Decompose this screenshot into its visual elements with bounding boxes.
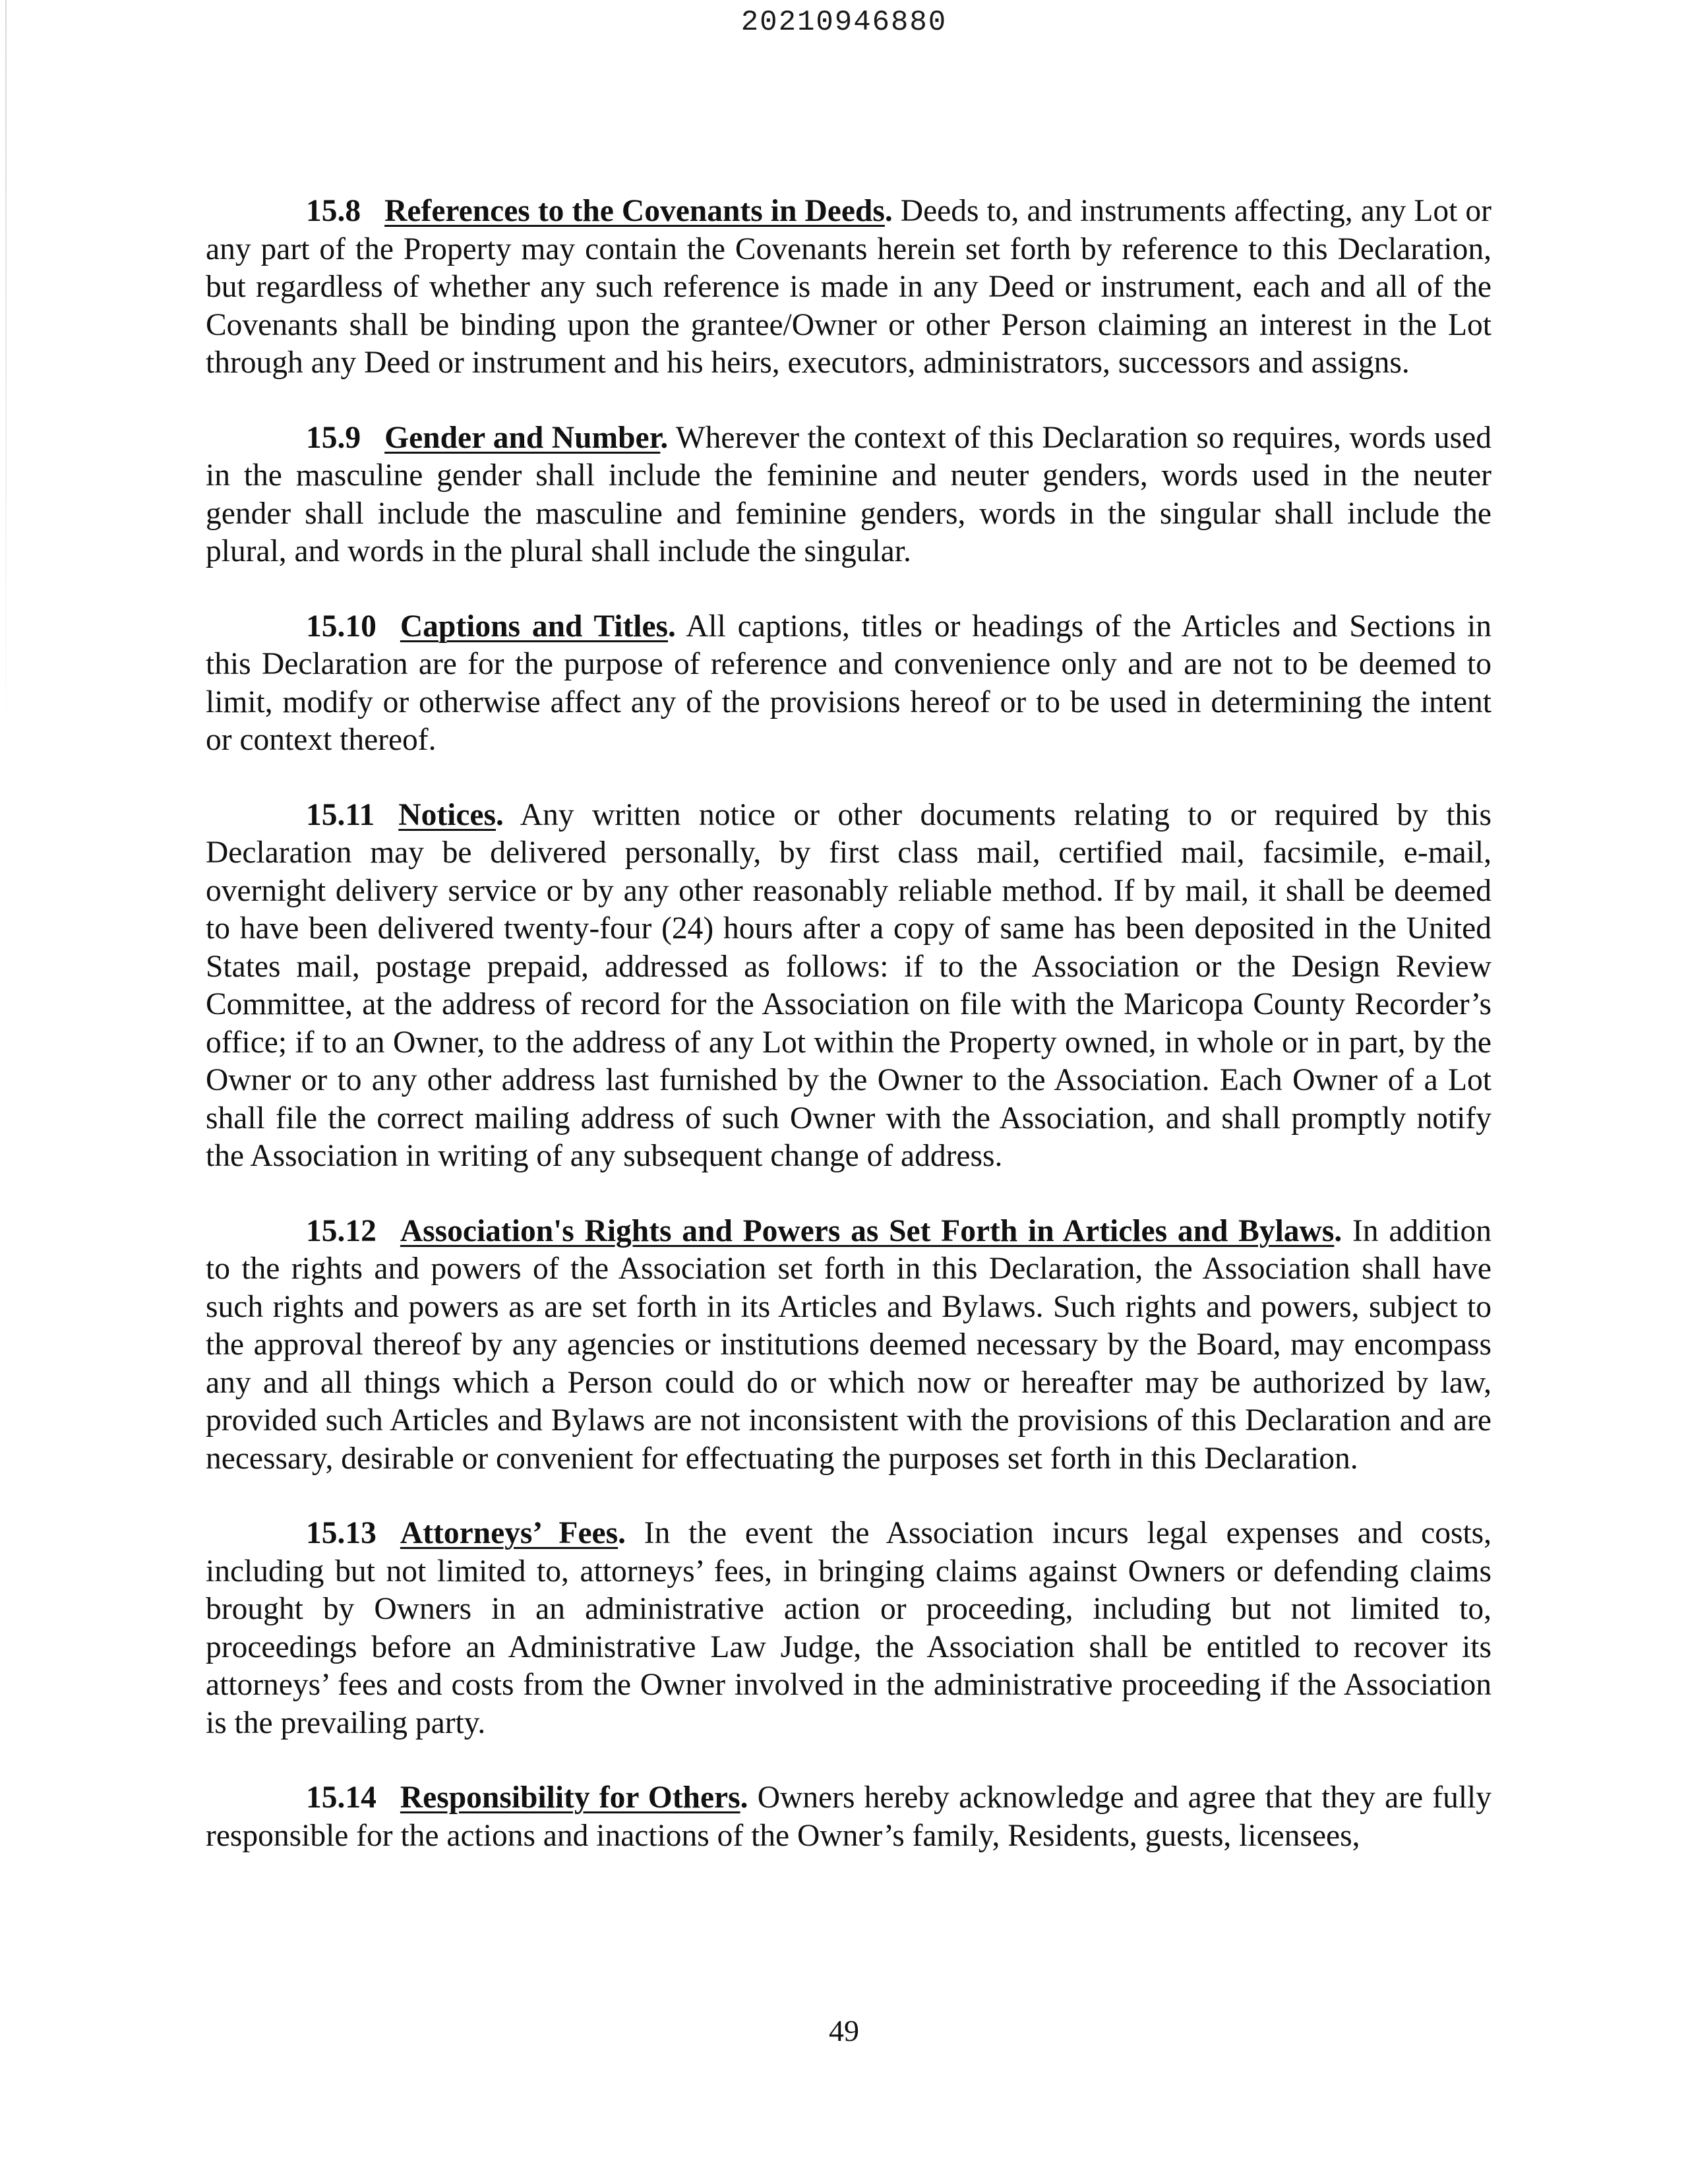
section-title: Gender and Number (384, 420, 661, 455)
section-title: Responsibility for Others (400, 1780, 740, 1815)
section-title: Association's Rights and Powers as Set Forth in Articles and Bylaws (400, 1213, 1335, 1248)
section-title: Attorneys’ Fees (400, 1516, 618, 1550)
recording-number: 20210946880 (740, 6, 948, 39)
section-15-10: 15.10 Captions and Titles. All captions, titles or headings of the Articles and Sections in this Declaration are for the purpose of reference and convenience only and are not to be deemed to limit, modify or otherwise affect any of the provisions hereof or to be used in determining the intent or context thereof. (206, 609, 1492, 757)
section-number: 15.14 (306, 1780, 377, 1815)
section-body: Owners hereby acknowledge and agree that they are fully responsible for the actions and inactions of the Owner’s family, Residents, guests, licensees, (206, 1780, 1492, 1853)
section-number: 15.11 (306, 797, 375, 832)
section-15-13: 15.13 Attorneys’ Fees. In the event the Association incurs legal expenses and costs, including but not limited to, attorneys’ fees, in bringing claims against Owners or defending claims brought by Owners in an administrative action or proceeding, including but not limited to, proceedings before an Administrative Law Judge, the Association shall be entitled to recover its attorneys’ fees and costs from the Owner involved in the administrative proceeding if the Association is the prevailing party. (206, 1516, 1492, 1740)
section-number: 15.10 (306, 609, 377, 644)
section-body: Wherever the context of this Declaration so requires, words used in the masculine gender shall include the feminine and neuter genders, words used in the neuter gender shall include the masculine and feminine genders, words in the singular shall include the plural, and words in the plural shall include the singular. (206, 420, 1492, 568)
page-number: 49 (829, 2014, 859, 2048)
section-body: In the event the Association incurs legal expenses and costs, including but not limited to, attorneys’ fees, in bringing claims against Owners or defending claims brought by Owners in an administrative action or proceeding, including but not limited to, proceedings before an Administrative Law Judge, the Association shall be entitled to recover its attorneys’ fees and costs from the Owner involved in the administrative proceeding if the Association is the prevailing party. (206, 1516, 1492, 1740)
document-body (206, 193, 1492, 1892)
section-body: In addition to the rights and powers of the Association set forth in this Declaration, the Association shall have such rights and powers as are set forth in its Articles and Bylaws. Such rights and powers, subject to the approval thereof by any agencies or institutions deemed necessary by the Board, may encompass any and all things which a Person could do or which now or hereafter may be authorized by law, provided such Articles and Bylaws are not inconsistent with the provisions of this Declaration and are necessary, desirable or convenient for effectuating the purposes set forth in this Declaration. (206, 1213, 1492, 1476)
section-body: All captions, titles or headings of the Articles and Sections in this Declaration are for the purpose of reference and convenience only and are not to be deemed to limit, modify or otherwise affect any of the provisions hereof or to be used in determining the intent or context thereof. (206, 609, 1492, 757)
scan-edge-artifact (5, 0, 7, 752)
section-number: 15.9 (306, 420, 361, 455)
section-body: Deeds to, and instruments affecting, any Lot or any part of the Property may contain the Covenants herein set forth by reference to this Declaration, but regardless of whether any such reference is made in any Deed or instrument, each and all of the Covenants shall be binding upon the grantee/Owner or other Person claiming an interest in the Lot through any Deed or instrument and his heirs, executors, administrators, successors and assigns. (206, 194, 1492, 380)
section-title: Captions and Titles (400, 609, 669, 644)
section-15-12: 15.12 Association's Rights and Powers as Set Forth in Articles and Bylaws. In addition to the rights and powers of the Association set forth in this Declaration, the Association shall have such rights and powers as are set forth in its Articles and Bylaws. Such rights and powers, subject to the approval thereof by any agencies or institutions deemed necessary by the Board, may encompass any and all things which a Person could do or which now or hereafter may be authorized by law, provided such Articles and Bylaws are not inconsistent with the provisions of this Declaration and are necessary, desirable or convenient for effectuating the purposes set forth in this Declaration. (206, 1213, 1492, 1476)
section-15-8: 15.8 References to the Covenants in Deeds. Deeds to, and instruments affecting, any Lot or any part of the Property may contain the Covenants herein set forth by reference to this Declaration, but regardless of whether any such reference is made in any Deed or instrument, each and all of the Covenants shall be binding upon the grantee/Owner or other Person claiming an interest in the Lot through any Deed or instrument and his heirs, executors, administrators, successors and assigns. (206, 194, 1492, 380)
section-15-11: 15.11 Notices. Any written notice or other documents relating to or required by this Declaration may be delivered personally, by first class mail, certified mail, facsimile, e-mail, overnight delivery service or by any other reasonably reliable method. If by mail, it shall be deemed to have been delivered twenty-four (24) hours after a copy of same has been deposited in the United States mail, postage prepaid, addressed as follows: if to the Association or the Design Review Committee, at the address of record for the Association on file with the Maricopa County Recorder’s office; if to an Owner, to the address of any Lot within the Property owned, in whole or in part, by the Owner or to any other address last furnished by the Owner to the Association. Each Owner of a Lot shall file the correct mailing address of such Owner with the Association, and shall promptly notify the Association in writing of any subsequent change of address. (206, 797, 1492, 1173)
section-title: Notices (398, 797, 496, 832)
section-number: 15.8 (306, 194, 361, 228)
section-title: References to the Covenants in Deeds (384, 194, 885, 228)
section-number: 15.13 (306, 1516, 377, 1550)
section-15-14: 15.14 Responsibility for Others. Owners hereby acknowledge and agree that they are fully responsible for the actions and inactions of the Owner’s family, Residents, guests, licensees, (206, 1780, 1492, 1853)
section-body: Any written notice or other documents relating to or required by this Declaration may be delivered personally, by first class mail, certified mail, facsimile, e-mail, overnight delivery service or by any other reasonably reliable method. If by mail, it shall be deemed to have been delivered twenty-four (24) hours after a copy of same has been deposited in the United States mail, postage prepaid, addressed as follows: if to the Association or the Design Review Committee, at the address of record for the Association on file with the Maricopa County Recorder’s office; if to an Owner, to the address of any Lot within the Property owned, in whole or in part, by the Owner or to any other address last furnished by the Owner to the Association. Each Owner of a Lot shall file the correct mailing address of such Owner with the Association, and shall promptly notify the Association in writing of any subsequent change of address. (206, 797, 1492, 1173)
section-15-9: 15.9 Gender and Number. Wherever the context of this Declaration so requires, words used in the masculine gender shall include the feminine and neuter genders, words used in the neuter gender shall include the masculine and feminine genders, words in the singular shall include the plural, and words in the plural shall include the singular. (206, 420, 1492, 568)
section-number: 15.12 (306, 1213, 377, 1248)
